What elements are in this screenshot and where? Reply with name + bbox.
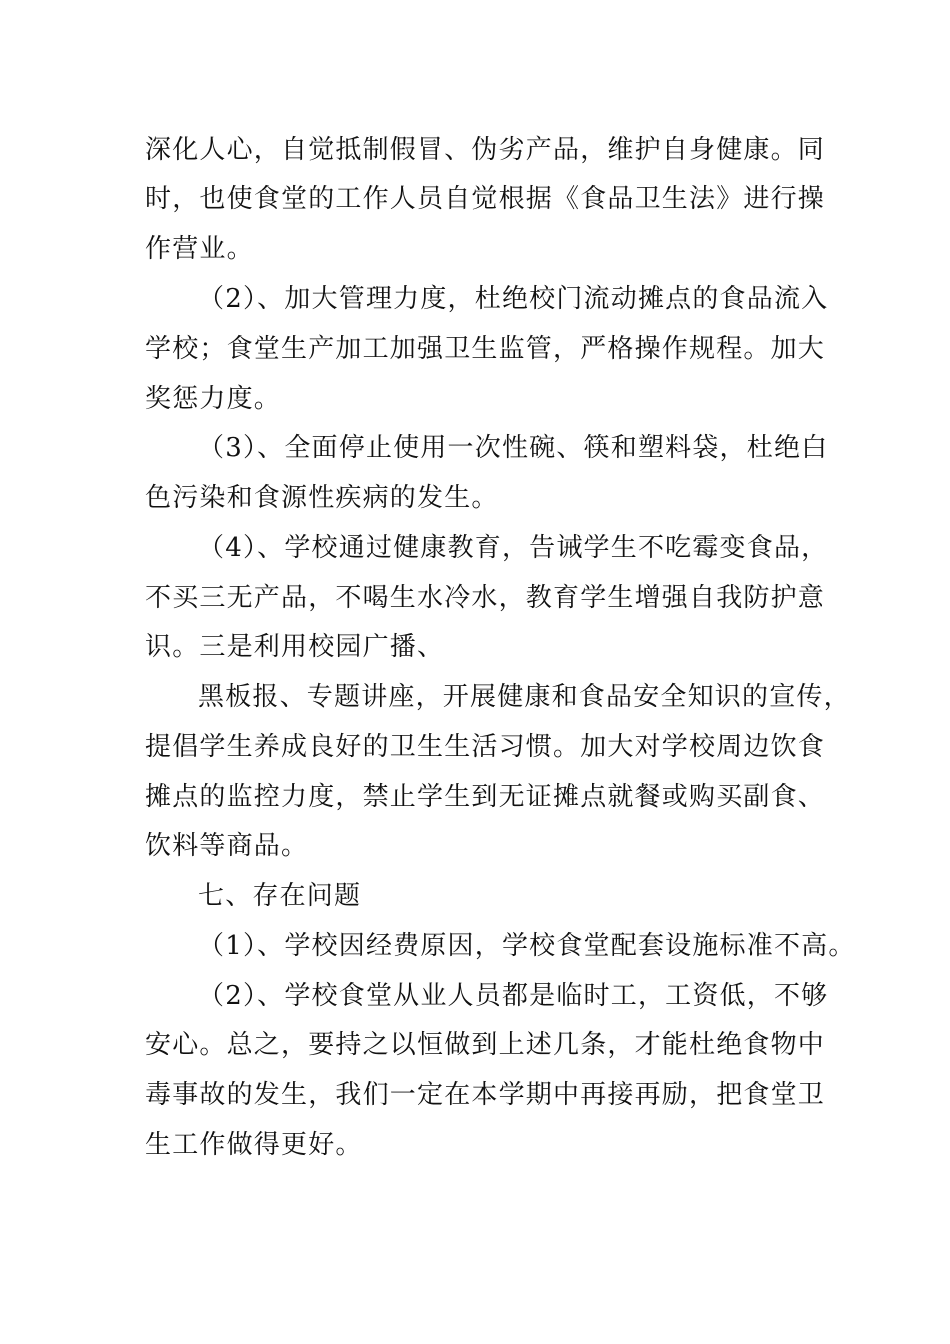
- text-line: 奖惩力度。: [145, 384, 282, 414]
- text-line: 深化人心，自觉抵制假冒、伪劣产品，维护自身健康。同: [145, 135, 826, 165]
- text-line: 识。三是利用校园广播、: [145, 632, 445, 662]
- text-line: 安心。总之，要持之以恒做到上述几条，才能杜绝食物中: [145, 1030, 826, 1060]
- text-line: 学校；食堂生产加工加强卫生监管，严格操作规程。加大: [145, 334, 826, 364]
- text-line: （2）、加大管理力度，杜绝校门流动摊点的食品流入: [198, 284, 829, 314]
- text-line: 时，也使食堂的工作人员自觉根据《食品卫生法》进行操: [145, 184, 826, 214]
- text-line: 不买三无产品，不喝生水冷水，教育学生增强自我防护意: [145, 583, 826, 613]
- text-line: 色污染和食源性疾病的发生。: [145, 483, 499, 513]
- text-line: 摊点的监控力度，禁止学生到无证摊点就餐或购买副食、: [145, 782, 826, 812]
- text-line: 毒事故的发生，我们一定在本学期中再接再励，把食堂卫: [145, 1080, 826, 1110]
- text-line: 黑板报、专题讲座，开展健康和食品安全知识的宣传，: [198, 682, 851, 712]
- section-heading: 七、存在问题: [198, 881, 362, 911]
- text-line: 饮料等商品。: [145, 831, 309, 861]
- text-line: （4）、学校通过健康教育，告诫学生不吃霉变食品，: [198, 533, 829, 563]
- text-line: （1）、学校因经费原因，学校食堂配套设施标准不高。: [198, 931, 856, 961]
- text-line: 作营业。: [145, 234, 254, 264]
- text-line: 提倡学生养成良好的卫生生活习惯。加大对学校周边饮食: [145, 732, 826, 762]
- text-line: （3）、全面停止使用一次性碗、筷和塑料袋，杜绝白: [198, 433, 829, 463]
- text-line: （2）、学校食堂从业人员都是临时工，工资低，不够: [198, 981, 829, 1011]
- text-line: 生工作做得更好。: [145, 1130, 363, 1160]
